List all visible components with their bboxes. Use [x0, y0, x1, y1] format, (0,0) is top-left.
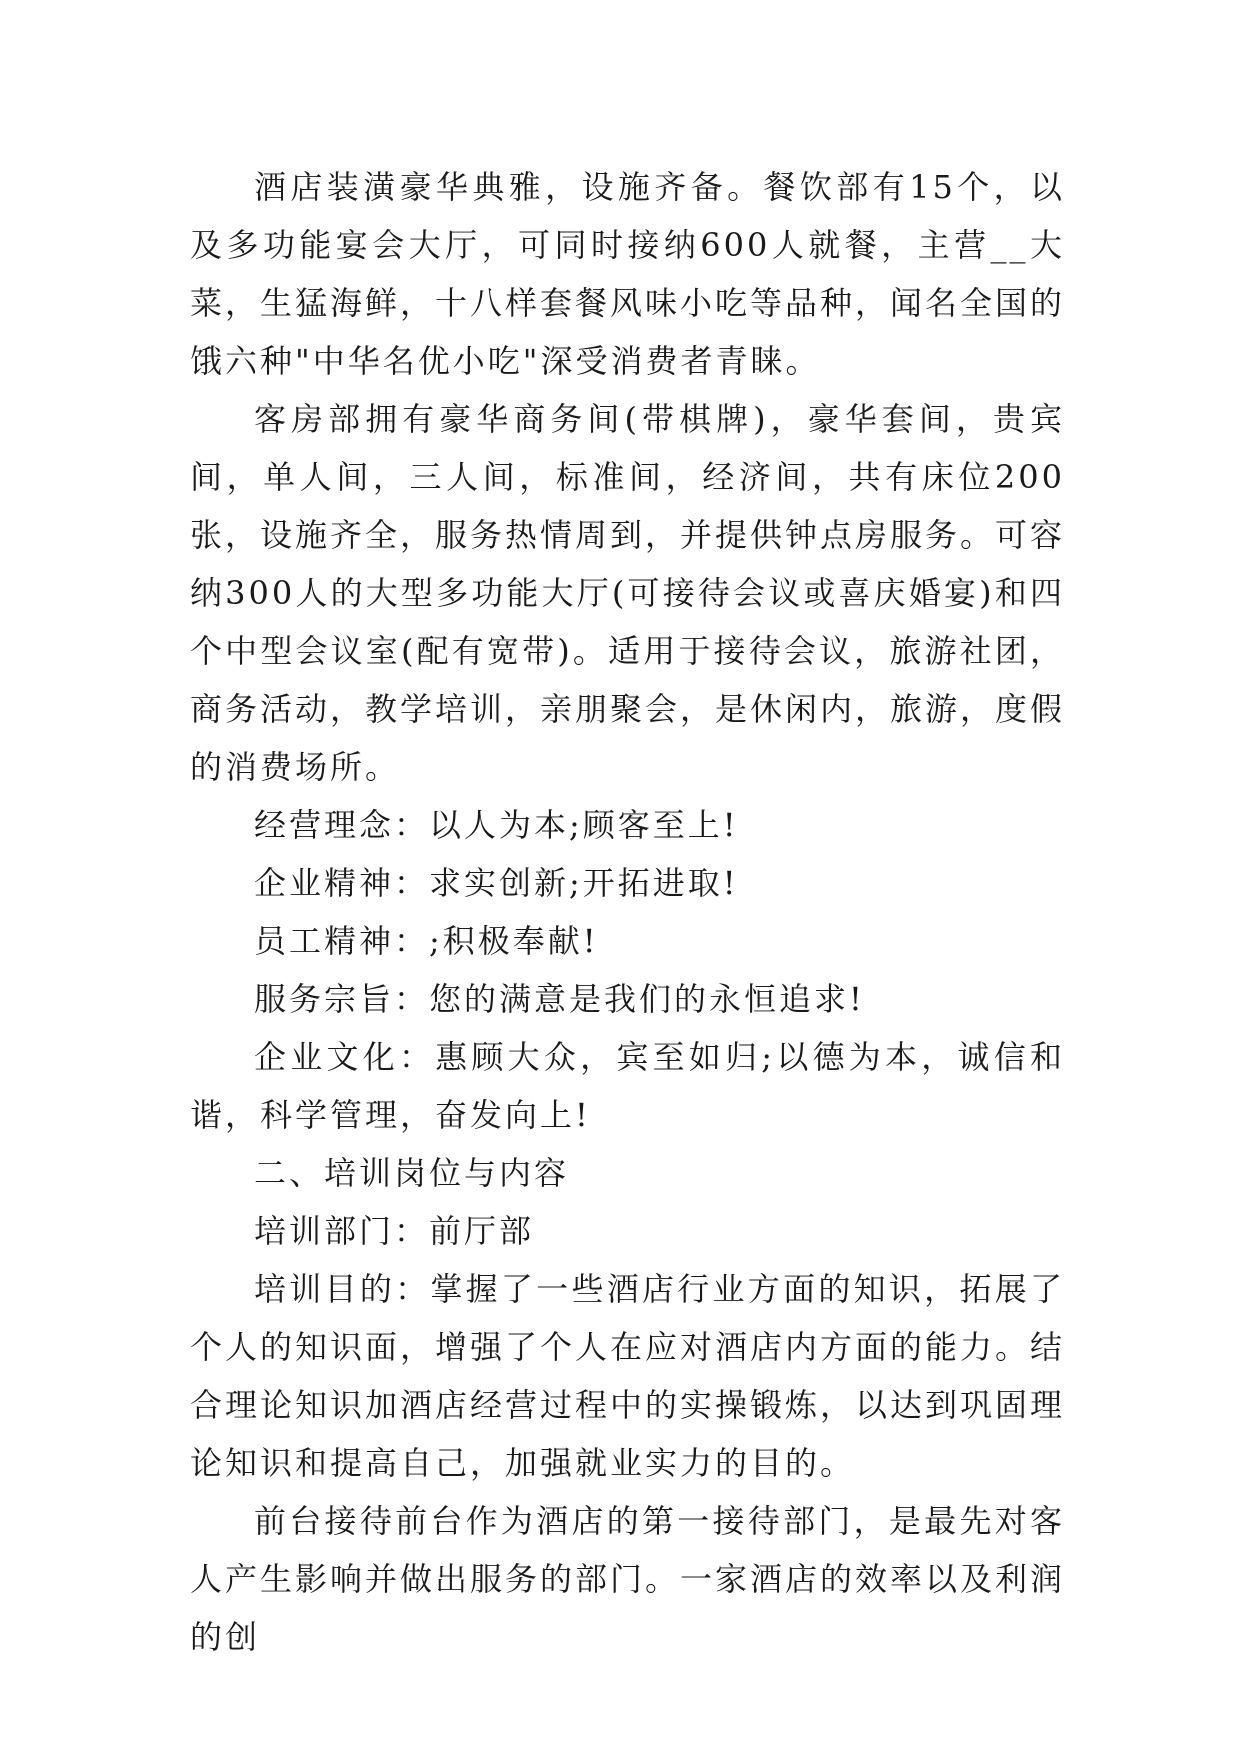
document-body	[190, 158, 1065, 1666]
paragraph-business-philosophy: 经营理念：以人为本;顾客至上!	[254, 806, 739, 844]
paragraph-rooms: 客房部拥有豪华商务间(带棋牌)，豪华套间，贵宾间，单人间，三人间，标准间，经济间，共有床位200张，设施齐全，服务热情周到，并提供钟点房服务。可容纳300人的大型多功能大厅(可接待会议或喜庆婚宴)和四个中型会议室(配有宽带)。适用于接待会议，旅游社团，商务活动，教学培训，亲朋聚会，是休闲内，旅游，度假的消费场所。	[190, 400, 1066, 786]
paragraph-training-department: 培训部门：前厅部	[254, 1212, 535, 1250]
paragraph-dining: 酒店装潢豪华典雅，设施齐备。餐饮部有15个，以及多功能宴会大厅，可同时接纳600人就餐，主营__大菜，生猛海鲜，十八样套餐风味小吃等品种，闻名全国的饿六种"中华名优小吃"深受消费者青睐。	[190, 168, 1066, 380]
paragraph-enterprise-spirit: 企业精神：求实创新;开拓进取!	[254, 864, 739, 902]
paragraph-corporate-culture: 企业文化：惠顾大众，宾至如归;以德为本，诚信和谐，科学管理，奋发向上!	[190, 1038, 1065, 1134]
paragraph-front-desk: 前台接待前台作为酒店的第一接待部门，是最先对客人产生影响并做出服务的部门。一家酒店的效率以及利润的创	[190, 1502, 1066, 1656]
paragraph-service-purpose: 服务宗旨：您的满意是我们的永恒追求!	[254, 980, 865, 1018]
paragraph-training-purpose: 培训目的：掌握了一些酒店行业方面的知识，拓展了个人的知识面，增强了个人在应对酒店内方面的能力。结合理论知识加酒店经营过程中的实操锻炼，以达到巩固理论知识和提高自己，加强就业实力的目的。	[190, 1270, 1066, 1482]
section-heading-training: 二、培训岗位与内容	[254, 1154, 570, 1192]
paragraph-staff-spirit: 员工精神：;积极奉献!	[254, 922, 599, 960]
